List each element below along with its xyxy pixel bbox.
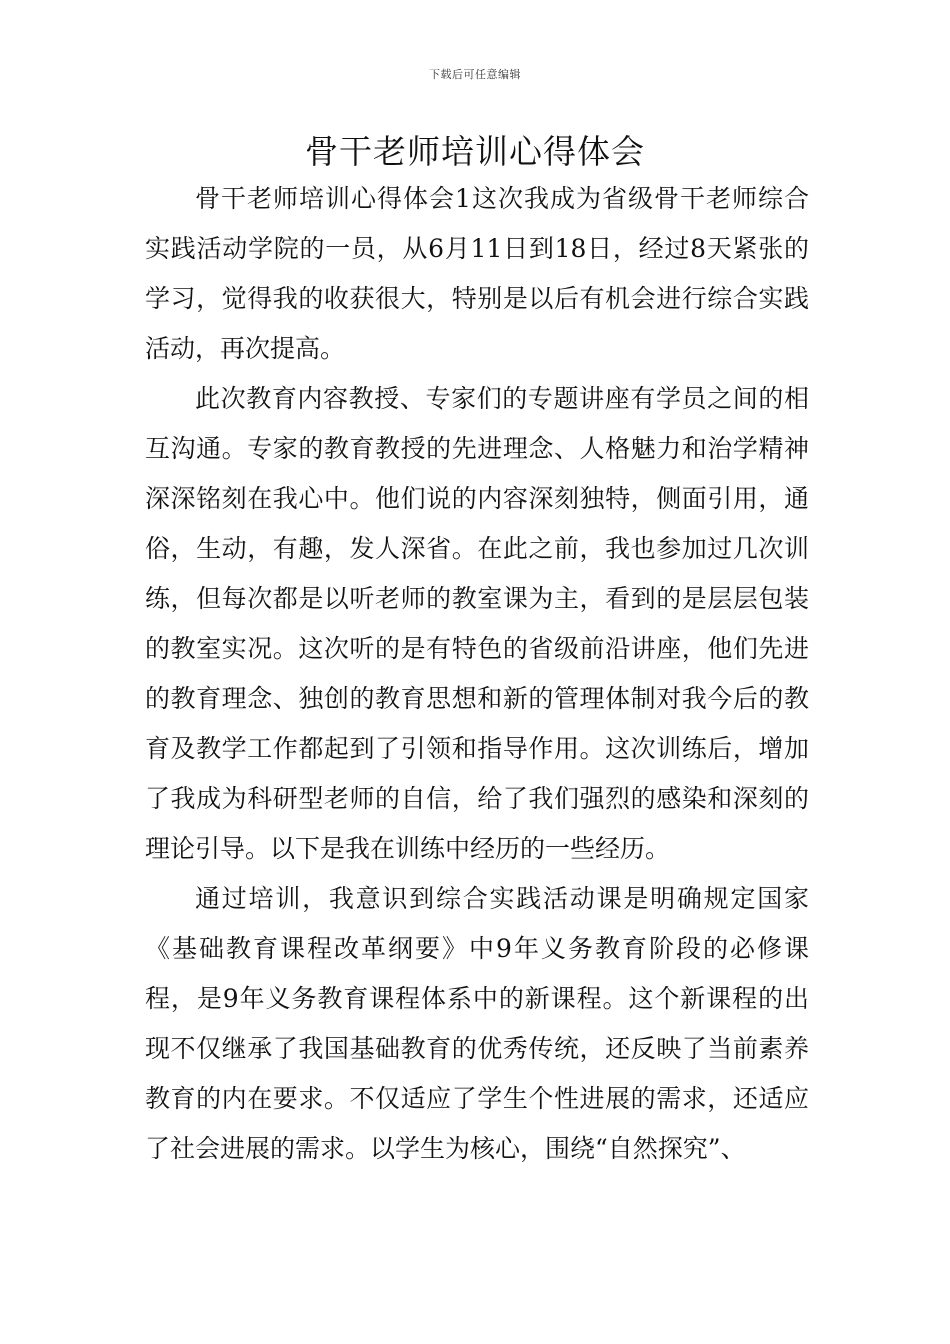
header-note: 下载后可任意编辑 bbox=[429, 68, 521, 81]
document-title: 骨干老师培训心得体会 bbox=[305, 132, 645, 171]
document-body bbox=[145, 174, 809, 1174]
paragraph-2: 此次教育内容教授、专家们的专题讲座有学员之间的相互沟通。专家的教育教授的先进理念、人格魅力和治学精神深深铭刻在我心中。他们说的内容深刻独特，侧面引用，通俗，生动，有趣，发人深省。在此之前，我也参加过几次训练，但每次都是以听老师的教室课为主，看到的是层层包装的教室实况。这次听的是有特色的省级前沿讲座，他们先进的教育理念、独创的教育思想和新的管理体制对我今后的教育及教学工作都起到了引领和指导作用。这次训练后，增加了我成为科研型老师的自信，给了我们强烈的感染和深刻的理论引导。以下是我在训练中经历的一些经历。 bbox=[145, 384, 809, 863]
paragraph-1: 骨干老师培训心得体会1这次我成为省级骨干老师综合实践活动学院的一员，从6月11日到18日，经过8天紧张的学习，觉得我的收获很大，特别是以后有机会进行综合实践活动，再次提高。 bbox=[145, 184, 809, 363]
paragraph-3: 通过培训，我意识到综合实践活动课是明确规定国家《基础教育课程改革纲要》中9年义务教育阶段的必修课程，是9年义务教育课程体系中的新课程。这个新课程的出现不仅继承了我国基础教育的优秀传统，还反映了当前素养教育的内在要求。不仅适应了学生个性进展的需求，还适应了社会进展的需求。以学生为核心，围绕“自然探究”、 bbox=[145, 884, 809, 1163]
